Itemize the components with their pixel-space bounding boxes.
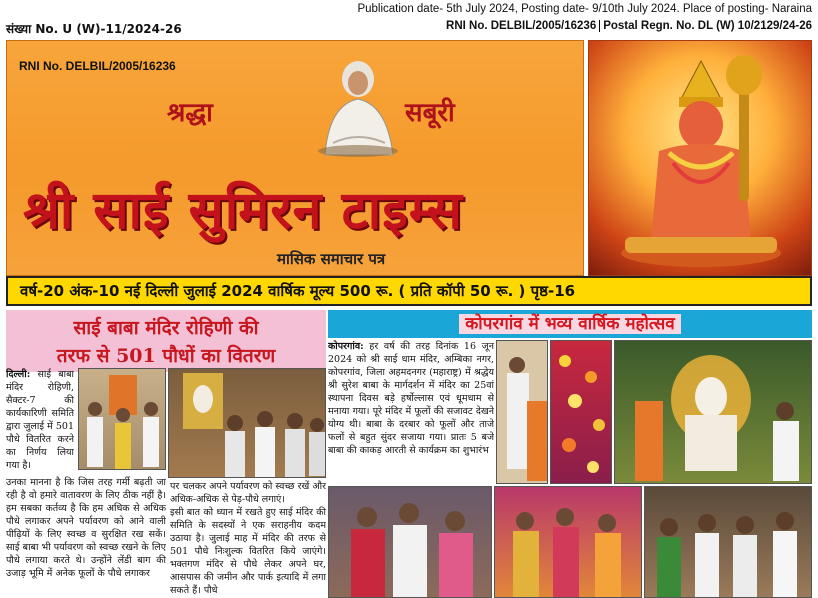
newspaper-subtitle: मासिक समाचार पत्र (277, 250, 386, 268)
masthead-rni: RNI No. DELBIL/2005/16236 (19, 59, 176, 73)
photo-people-6 (645, 487, 812, 598)
left-headline-line-2: तरफ से 501 पौधों का वितरण (56, 345, 276, 367)
rni-number: RNI No. DELBIL/2005/16236 (446, 20, 597, 33)
left-intro-text: साई बाबा मंदिर रोहिणी, सैक्टर-7 की कार्यकारिणी समिति द्वारा जुलाई में 501 पौधे वितरित करने का निर्णय लिया गया है। (6, 369, 74, 471)
right-dateline: कोपरगांव: (328, 341, 364, 352)
photo-flower-decoration (550, 340, 612, 484)
left-article-headline (6, 310, 326, 372)
photo-people-3 (497, 341, 548, 484)
photo-devotees-standing (496, 340, 548, 484)
photo-people-1 (79, 369, 166, 470)
left-headline-line-1: साई बाबा मंदिर रोहिणी की (73, 317, 259, 339)
hanuman-image (588, 40, 812, 276)
article-photo-temple-group (78, 368, 166, 470)
postal-registration: Postal Regn. No. DL (W) 10/2129/24-26 (603, 20, 812, 33)
left-article-body-col2 (170, 480, 326, 598)
photo-couple-felicitation (328, 486, 492, 598)
left-article-body-col1: उनका मानना है कि जिस तरह गर्मी बढ़ती जा रही है वो हमारे वातावरण के लिए ठीक नहीं है। हम सबका कर्तव्य है कि हम अधिक से अधिक पौधे लगाकर अपने पर्यावरण को आने वाली पीढ़ियों के लिए स्वच्छ व सुरक्षित रख सकें। साई बाबा भी पर्यावरण को स्वच्छ रखने के लिए पौधे लगाया करते थे। उन्होंने लेंडी बाग की उजाड़ भूमि में अनेक फूलों के पौधे लगाकर (6, 477, 166, 579)
left-col2-second-para: इसी बात को ध्यान में रखते हुए साई मंदिर की समिति के सदस्यों ने एक सराहनीय कदम उठाया है। जुलाई माह में मंदिर की तरफ से 501 पौधे निःशुल्क वितरित किये जाएंगे। भक्तगण मंदिर से पौधे लेकर अपने घर, आसपास की जमीन और पार्क इत्यादि में लगा सकते हैं। पौधे (170, 507, 326, 596)
photo-people-4 (329, 487, 492, 598)
right-body-text: हर वर्ष की तरह दिनांक 16 जून 2024 को श्री साई धाम मंदिर, अम्बिका नगर, कोपरगांव, जिला अहमदनगर (महाराष्ट्र) में श्रद्धेय श्री सुरेश बाबा के मार्गदर्शन में मंदिर का 25वां स्थापना दिवस बड़े हर्षोल्लास एवं धूमधाम से मनाया गया। पूरे मंदिर में फूलों की सजावट देखने योग्य थी। बाबा के दरबार को फूलों और ताजे फलों से बहुत सुंदर सजाया गया। प्रातः 5 बजे बाबा की काकड़ आरती से कार्यक्रम का शुभारंभ (328, 341, 494, 456)
shraddha-word: श्रद्धा (167, 98, 213, 128)
photo-sai-murti-darbar (614, 340, 812, 484)
right-headline-text: कोपरगांव में भव्य वार्षिक महोत्सव (459, 314, 681, 334)
hanuman-illustration (589, 41, 812, 276)
volume-info-bar (6, 276, 812, 306)
sai-baba-portrait (303, 47, 413, 157)
left-article-intro (6, 368, 74, 476)
masthead (6, 40, 584, 276)
saburi-word: सबूरी (405, 98, 455, 128)
photo-people-2 (169, 369, 326, 478)
article-photo-mandir-group (168, 368, 326, 478)
photo-women-devotees (494, 486, 642, 598)
publication-date: Publication date- 5th July 2024, Posting date- 9/10th July 2024. Place of posting- Naraina (357, 3, 812, 15)
left-col2-first-para: पर चलकर अपने पर्यावरण को स्वच्छ रखें और अधिक-अधिक से पेड़-पौधे लगाएं। (170, 481, 326, 505)
volume-info-text: वर्ष-20 अंक-10 नई दिल्ली जुलाई 2024 वार्षिक मूल्य 500 रू. ( प्रति कॉपी 50 रू. ) पृष्ठ-16 (20, 282, 576, 300)
right-article-body (328, 340, 494, 480)
left-dateline: दिल्ली: (6, 369, 31, 380)
newspaper-title: श्री साई सुमिरन टाइम्स (23, 180, 463, 241)
photo-men-group (644, 486, 812, 598)
right-article (328, 310, 812, 598)
registration-line (446, 20, 812, 32)
photo-decor-1 (551, 341, 612, 484)
left-article (6, 310, 326, 598)
top-info-line (0, 0, 818, 40)
right-article-headline (328, 310, 812, 338)
photo-people-5 (495, 487, 642, 598)
photo-darbar (615, 341, 812, 484)
issue-number: संख्या No. U (W)-11/2024-26 (6, 22, 182, 36)
